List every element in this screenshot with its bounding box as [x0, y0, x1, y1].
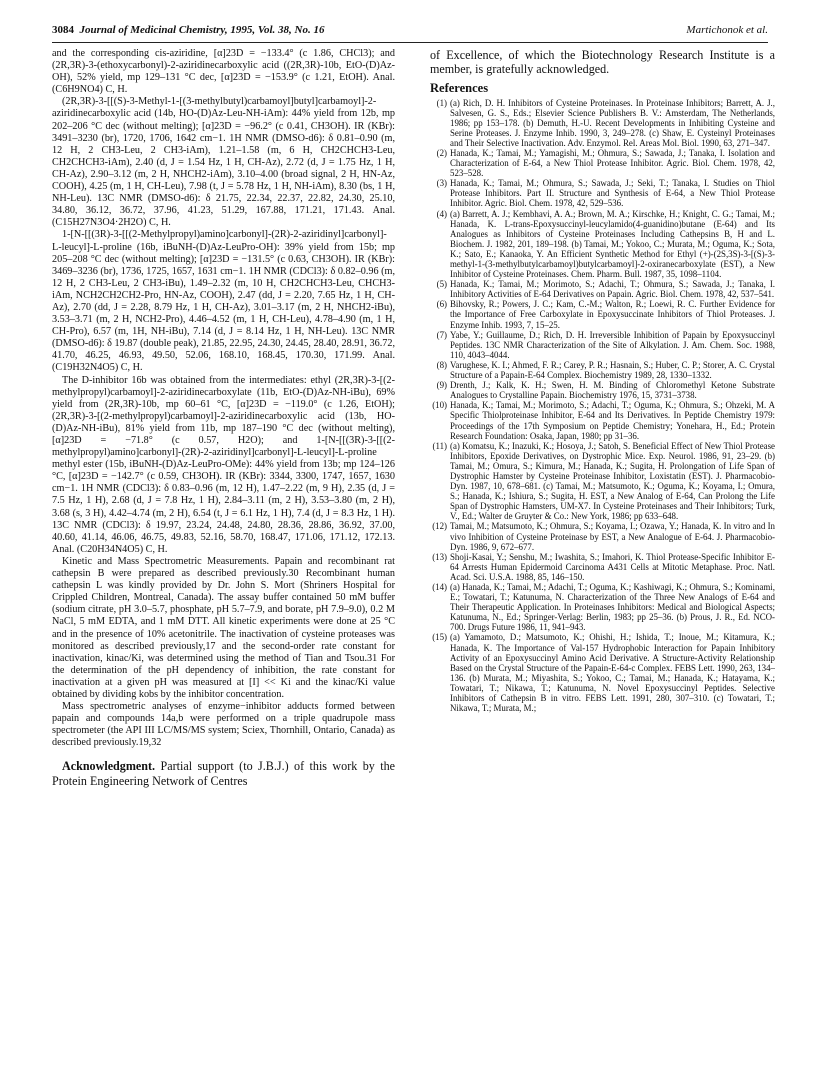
- reference-text: (a) Rich, D. H. Inhibitors of Cysteine Proteinases. In Proteinase Inhibitors; Barrett, A. J., Salvesen, G. S., Eds.; Elsevier Science Publishers B. V.: Amsterdam, The Netherlands, 1986; pp 153–178. (b) Demuth, H.-U. Recent Developments in Inhibiting Cysteine and Serine Proteases. J. Enzyme Inhib. 1990, 3, 249–278. (c) Shaw, E. Cysteinyl Proteinases and Their Selective Inactivation. Adv. Enzymol. Rel. Areas Mol. Biol. 1990, 63, 271–347.: [450, 97, 775, 148]
- reference-text: Yabe, Y.; Guillaume, D.; Rich, D. H. Irreversible Inhibition of Papain by Epoxysuccinyl Peptides. 13C NMR Characterization of the Site of Alkylation. J. Am. Chem. Soc. 1988, 110, 4043–4044.: [450, 329, 775, 360]
- reference-number: (10): [432, 400, 447, 411]
- reference-number: (1): [436, 97, 447, 108]
- reference-text: (a) Barrett, A. J.; Kembhavi, A. A.; Brown, M. A.; Kirschke, H.; Knight, C. G.; Tamai, M.; Hanada, K. L-trans-Epoxysuccinyl-leucylamido(4-guanidino)butane (E-64) and Its Analogues as Inhibitors of Cysteine Proteinases Including Cathepsins B, H and L. Biochem. J. 1982, 201, 189–198. (b) Tamai, M.; Yokoo, C.; Murata, M.; Oguma, K.; Sota, K.; Sato, E.; Kanaoka, Y. An Efficient Synthetic Method for Ethyl (+)-(2S,3S)-3-[(S)-3-methyl-1-(3-methylbutylcarbamoyl)butylcarbamoyl]-2-oxiranecarboxylate (EST), a New Inhibitor of Cysteine Proteinases. Chem. Pharm. Bull. 1987, 35, 1098–1104.: [450, 208, 775, 280]
- paragraph-compound-14b: (2R,3R)-3-[[(S)-3-Methyl-1-[(3-methylbutyl)carbamoyl]butyl]carbamoyl]-2-aziridinecarboxylic acid (14b, HO-(D)Az-Leu-NH-iAm): 44% yield from 12b, mp 202–206 °C dec (without melting); [α]23D = −96.2° (c 0.41, CH3OH). IR (KBr): 3491–3230 (br), 1720, 1706, 1642 cm−1. 1H NMR (DMSO-d6): δ 0.81–0.90 (m, 12 H, 2 CH3-Leu, 2 CH3-iAm), 1.21–1.58 (m, 6 H, CH2CHCH3-Leu, CH2CHCH3-iAm), 2.40 (d, J = 1.54 Hz, 1 H, CH-Az), 2.72 (d, J = 1.75 Hz, 1 H, CH-Az), 2.90–3.12 (m, 2 H, NHCH2-iAm), 3.10–4.00 (broad signal, 2 H, HN-Az, COOH), 4.25 (m, 1 H, CH-Leu), 7.98 (t, J = 5.78 Hz, 1 H, NH-iAm), 8.30 (bs, 1 H, NH-Leu). 13C NMR (DMSO-d6): δ 21.75, 22.34, 22.37, 22.82, 24.30, 25.10, 34.80, 36.12, 36.72, 37.96, 41.23, 51.29, 167.88, 171.21, 171.43. Anal. (C15H27N3O4·2H2O) C, H.: [52, 96, 395, 229]
- reference-text: (a) Hanada, K.; Tamai, M.; Adachi, T.; Oguma, K.; Kashiwagi, K.; Ohmura, S.; Kominami, E.; Towatari, T.; Katunuma, N. Characterization of the Three New Analogs of E-64 and Their Therapeutic Application. In Proteinases Inhibitors: Medical and Biological Aspects; Katunuma, N., Ed.; Springer-Verlag: Berlin, 1983; pp 25–36. (b) Prous, J. R., Ed. NCO-700. Drugs Future 1986, 11, 941–943.: [450, 582, 775, 633]
- reference-number: (11): [432, 440, 447, 451]
- reference-item: [430, 582, 775, 632]
- left-column: [52, 48, 395, 788]
- acknowledgment-continuation: of Excellence, of which the Biotechnology Research Institute is a member, is gratefully acknowledged.: [430, 48, 775, 77]
- reference-item: [430, 360, 775, 380]
- reference-text: Varughese, K. I.; Ahmed, F. R.; Carey, P. R.; Hasnain, S.; Huber, C. P.; Storer, A. C. Crystal Structure of a Papain-E-64 Complex. Biochemistry 1989, 28, 1330–1332.: [450, 359, 775, 381]
- reference-item: [430, 441, 775, 522]
- right-column: [430, 48, 775, 713]
- paragraph-d-inhibitor: The D-inhibitor 16b was obtained from the intermediates: ethyl (2R,3R)-3-[(2-methylpropyl)carbamoyl]-2-aziridinecarboxylate (11b, EtO-(D)Az-NH-iBu), 69% yield from (2R,3R)-10b, mp 60–61 °C, [α]23D = −119.0° (c 1.26, EtOH); (2R,3R)-3-[(2-methylpropyl)carbamoyl]-2-aziridinecarboxylic acid (13b, HO-(D)Az-NH-iBu), 81% yield from 11b, mp 187–190 °C dec (without melting), [α]23D = −71.8° (c 0.57, H2O); and 1-[N-[[(3R)-3-[[(2-methylpropyl)amino]carbonyl]-(2R)-2-aziridinyl]carbonyl]-L-leucyl]-L-proline methyl ester (15b, iBuNH-(D)Az-LeuPro-OMe): 44% yield from 13b; mp 124–126 °C, [α]23D = −142.7° (c 0.59, CH3OH). IR (KBr): 3344, 3300, 1747, 1657, 1630 cm−1. 1H NMR (CDCl3): δ 0.83–0.96 (m, 12 H), 1.47–2.22 (m, 9 H), 2.35 (d, J = 7.5 Hz, 1 H), 2.68 (d, J = 7.8 Hz, 1 H), 2.84–3.11 (m, 2 H), 3.53–3.80 (m, 2 H), 3.68 (s, 3 H), 4.42–4.74 (m, 2 H), 6.54 (t, J = 6.1 Hz, 1 H), 7.4 (d, J = 8.3 Hz, 1 H). 13C NMR (CDCl3): δ 19.97, 23.24, 24.48, 24.80, 28.36, 28.86, 36.92, 37.00, 40.60, 41.14, 46.06, 46.75, 49.83, 52.16, 58.70, 168.47, 171.06, 171.12, 172.13. Anal. (C20H34N4O5) C, H.: [52, 374, 395, 555]
- running-author: Martichonok et al.: [686, 24, 768, 36]
- references-list: [430, 98, 775, 714]
- reference-item: [430, 632, 775, 713]
- reference-item: [430, 299, 775, 329]
- reference-number: (2): [436, 147, 447, 158]
- acknowledgment-heading: Acknowledgment.: [62, 759, 156, 774]
- header-rule: [52, 42, 768, 43]
- reference-text: Hanada, K.; Tamai, M.; Yamagishi, M.; Ohmura, S.; Sawada, J.; Tanaka, I. Isolation and Characterization of E-64, a New Thiol Protease Inhibitor. Agric. Biol. Chem. 1978, 42, 523–528.: [450, 147, 775, 179]
- paragraph-compound-16b: 1-[N-[[(3R)-3-[[(2-Methylpropyl)amino]carbonyl]-(2R)-2-aziridinyl]carbonyl]-L-leucyl]-L-proline (16b, iBuNH-(D)Az-LeuPro-OH): 39% yield from 15b; mp 205–208 °C dec (without melting); [α]23D = −131.5° (c 0.63, CH3OH). IR (KBr): 3469–3236 (br), 1736, 1725, 1657, 1631 cm−1. 1H NMR (CDCl3): δ 0.82–0.96 (m, 12 H, 2 CH3-Leu, 2 CH3-iBu), 1.49–2.32 (m, 10 H, CH2CHCH3-Leu, CHCH3-iAm, NCH2CH2CH2-Pro, HN-Az, COOH), 2.47 (dd, J = 2.20, 7.65 Hz, 1 H, CH-Az), 2.70 (dd, J = 2.28, 8.79 Hz, 1 H, CH-Az), 3.01–3.17 (m, 2 H, NHCH2-iBu), 3.53–3.71 (m, 2 H, NCH2-Pro), 4.46–4.52 (m, 1 H, CH-Leu), 4.78–4.90 (m, 1 H, CH-Pro), 6.57 (m, 1H, NH-iBu), 7.14 (d, J = 8.14 Hz, 1 H, NH-Leu). 13C NMR (DMSO-d6): δ 19.87 (double peak), 21.85, 22.95, 24.30, 24.45, 28.40, 28.91, 36.72, 41.70, 46.25, 46.93, 49.50, 52.06, 168.10, 168.45, 170.30, 171.99. Anal. (C19H32N4O5) C, H.: [52, 229, 395, 374]
- acknowledgment-text: Partial support (to J.B.J.) of this work by the Protein Engineering Network of Centres: [52, 759, 395, 788]
- reference-number: (5): [436, 279, 447, 290]
- reference-item: [430, 400, 775, 440]
- reference-item: [430, 148, 775, 178]
- reference-number: (4): [436, 208, 447, 219]
- reference-item: [430, 380, 775, 400]
- reference-number: (9): [436, 380, 447, 391]
- reference-item: [430, 98, 775, 148]
- paragraph-kinetic-measurements: Kinetic and Mass Spectrometric Measurements. Papain and recombinant rat cathepsin B were prepared as described previously.30 Recombinant human cathepsin L was kindly provided by Dr. John S. Mort (Shriners Hospital for Crippled Children, Montreal, Canada). The assay buffer contained 50 mM buffer (sodium citrate, pH 3.0–5.7, phosphate, pH 5.7–7.9, and borate, pH 7.9–9.0), 0.2 M NaCl, 5 mM EDTA, and 1 mM DTT. All kinetic experiments were done at 25 °C and in the presence of 10% acetonitrile. The inactivation of cysteine proteases was monitored as described previously,17 and the second-order rate constant for inactivation, kinac/Ki, was determined using the method of Tian and Tsou.31 For the determination of the pH dependency of inhibition, the rate constant for inactivation at a given pH was measured at [I] << Ki and the kinac/Ki value obtained by dividing kobs by the inhibitor concentration.: [52, 555, 395, 700]
- paragraph-mass-spectrometry: Mass spectrometric analyses of enzyme−inhibitor adducts formed between papain and compounds 14a,b were performed on a triple quadrupole mass spectrometer (the API III LC/MS/MS system; Sciex, Thornhill, Ontario, Canada) as described previously.19,32: [52, 701, 395, 749]
- page-number: 3084: [52, 24, 74, 36]
- reference-item: [430, 178, 775, 208]
- reference-text: (a) Komatsu, K.; Inazuki, K.; Hosoya, J.; Satoh, S. Beneficial Effect of New Thiol Protease Inhibitors, Epoxide Derivatives, on Dystrophic Mice. Exp. Neurol. 1986, 91, 23–29. (b) Tamai, M.; Omura, S.; Kimura, M.; Hanada, K.; Sugita, H. Prolongation of Life Span of Dystrophic Hamster by Cysteine Proteinase Inhibitor, Loxistatin (EST). J. Pharmacobio-Dyn. 1987, 10, 678–681. (c) Tamai, M.; Matsumoto, K.; Oguma, K.; Koyama, I.; Omura, S.; Hanada, K.; Ishiura, S.; Sugita, H. EST, a New Analog of E-64, Can Prolong the Life Span of Dystrophic Hamsters, UM-X7. In Cysteine Proteinases and Their Inhibitors; Turk, V., Ed.; Walter de Gruyter & Co.: New York, 1986; pp 633–648.: [450, 440, 775, 522]
- reference-text: Bihovsky, R.; Powers, J. C.; Kam, C.-M.; Walton, R.; Loewi, R. C. Further Evidence for the Importance of Free Carboxylate in Epoxysuccinate Inhibitors of Thiol Proteases. J. Enzyme Inhib. 1993, 7, 15–25.: [450, 299, 775, 330]
- reference-item: [430, 279, 775, 299]
- reference-text: Shoji-Kasai, Y.; Senshu, M.; Iwashita, S.; Imahori, K. Thiol Protease-Specific Inhibitor E-64 Arrests Human Epidermoid Carcinoma A431 Cells at Mitotic Metaphase. Proc. Natl. Acad. Sci. U.S.A. 1988, 85, 146–150.: [450, 551, 775, 582]
- reference-number: (13): [432, 551, 447, 562]
- acknowledgment-start: [52, 759, 395, 787]
- reference-text: (a) Yamamoto, D.; Matsumoto, K.; Ohishi, H.; Ishida, T.; Inoue, M.; Kitamura, K.; Hanada, K. The Importance of Val-157 Hydrophobic Interaction for Papain Inhibitory Activity of an Epoxysuccinyl Amino Acid Derivative. A Structure-Activity Relationship Based on the Crystal Structure of the Papain-E-64-c Complex. FEBS Lett. 1990, 263, 134–136. (b) Murata, M.; Miyashita, S.; Yokoo, C.; Tamai, M.; Hanada, K.; Hatayama, K.; Towatari, T.; Nikawa, T.; Katunuma, N. Novel Epoxysuccinyl Peptides. Selective Inhibitors of Cathepsin B in vitro. FEBS Lett. 1991, 280, 307–310. (c) Towatari, T.; Nikawa, T.; Murata, M.;: [450, 632, 775, 714]
- reference-text: Drenth, J.; Kalk, K. H.; Swen, H. M. Binding of Chloromethyl Ketone Substrate Analogues to Crystalline Papain. Biochemistry 1976, 15, 3731–3738.: [450, 380, 775, 401]
- reference-text: Tamai, M.; Matsumoto, K.; Ohmura, S.; Koyama, I.; Ozawa, Y.; Hanada, K. In vitro and In vivo Inhibition of Cysteine Proteinase by EST, a New Analogue of E-64. J. Pharmacobio-Dyn. 1986, 9, 672–677.: [450, 521, 775, 552]
- reference-text: Hanada, K.; Tamai, M.; Morimoto, S.; Adachi, T.; Ohmura, S.; Sawada, J.; Tanaka, I. Inhibitory Activities of E-64 Derivatives on Papain. Agric. Biol. Chem. 1978, 42, 537–541.: [450, 279, 775, 300]
- reference-number: (12): [432, 521, 447, 532]
- reference-number: (14): [432, 582, 447, 592]
- header-left: [52, 24, 324, 36]
- reference-number: (7): [436, 329, 447, 340]
- reference-item: [430, 552, 775, 582]
- journal-citation: Journal of Medicinal Chemistry, 1995, Vol. 38, No. 16: [79, 24, 325, 36]
- references-title: References: [430, 81, 489, 96]
- reference-text: Hanada, K.; Tamai, M.; Ohmura, S.; Sawada, J.; Seki, T.; Tanaka, I. Studies on Thiol Protease Inhibitors. Part II. Structure and Synthesis of E-64, a New Thiol Protease Inhibitor. Agric. Biol. Chem. 1978, 42, 529–536.: [450, 178, 775, 209]
- reference-number: (3): [436, 178, 447, 189]
- reference-number: (8): [436, 359, 447, 370]
- reference-text: Hanada, K.; Tamai, M.; Morimoto, S.; Adachi, T.; Oguma, K.; Ohmura, S.; Ohzeki, M. A Specific Thiolproteinase Inhibitor, E-64 and Its Derivatives. In Peptide Chemistry 1979: Proceedings of the 17th Symposium on Peptide Chemistry; Yonehara, H., Ed.; Protein Research Foundation: Osaka, Japan, 1980; pp 31–36.: [450, 400, 775, 441]
- page-header: [52, 24, 768, 42]
- reference-item: [430, 521, 775, 551]
- reference-number: (6): [436, 299, 447, 310]
- reference-number: (15): [432, 632, 447, 643]
- paragraph-cis-aziridine: and the corresponding cis-aziridine, [α]23D = −133.4° (c 1.86, CHCl3); and (2R,3R)-3-(ethoxycarbonyl)-2-aziridinecarboxylic acid ((2R,3R)-10b, EtO-(D)Az-OH), 52% yield, mp 129–131 °C dec, [α]23D = −153.9° (c 1.21, EtOH). Anal. (C6H9NO4) C, H.: [52, 48, 395, 96]
- reference-item: [430, 209, 775, 280]
- reference-item: [430, 330, 775, 360]
